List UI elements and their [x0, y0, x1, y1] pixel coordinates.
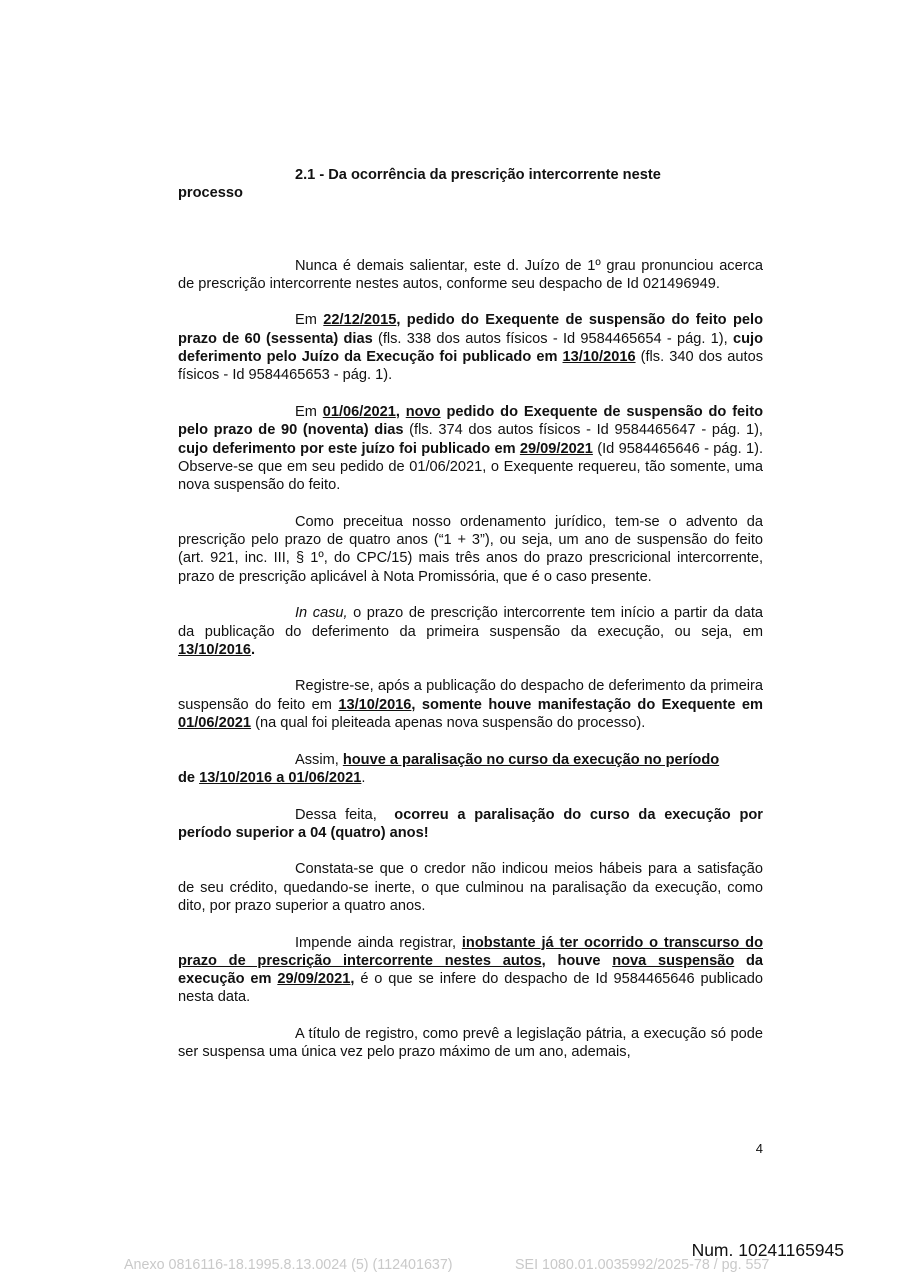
text: .: [361, 769, 366, 786]
bold-text: da execução em: [178, 952, 764, 988]
underlined-text: novo: [405, 403, 441, 420]
bold-text: ,: [395, 403, 406, 420]
text: Em: [295, 403, 323, 420]
bold-text: pedido do Exequente de suspensão do feito pelo prazo de 90 (noventa) dias: [178, 403, 764, 439]
bold-text: ocorreu a paralisação do curso da execução por período superior a 04 (quatro) anos!: [178, 806, 763, 841]
footer-annex-label: Anexo 0816116-18.1995.8.13.0024 (5) (112401637): [124, 1257, 453, 1273]
paragraph-8: [178, 806, 763, 843]
text: (na qual foi pleiteada apenas nova suspensão do processo).: [251, 715, 646, 732]
text: (fls. 374 dos autos físicos - Id 9584465647 - pág. 1),: [403, 422, 763, 439]
text: o prazo de prescrição intercorrente tem início a partir da data da publicação do deferimento da primeira suspensão da execução, ou seja, em: [178, 605, 763, 640]
paragraph-5: [178, 604, 763, 659]
text: , houve: [541, 952, 613, 969]
date-text: 13/10/2016: [178, 641, 252, 658]
text: Dessa feita,: [295, 806, 395, 823]
paragraph-3: [178, 403, 763, 494]
bold-text: ,: [350, 971, 355, 988]
text: (fls. 340 dos autos físicos - Id 9584465653 - pág. 1).: [178, 349, 763, 384]
text: Assim,: [295, 751, 343, 768]
text: é o que se infere do despacho de Id 9584465646 publicado nesta data.: [178, 971, 763, 1006]
bold-text: , pedido do Exequente de suspensão do feito pelo prazo de 60 (sessenta) dias: [178, 312, 763, 347]
paragraph-9: Constata-se que o credor não indicou meios hábeis para a satisfação de seu crédito, quedando-se inerte, o que culminou na paralisação da execução, como dito, por prazo superior a quatro anos.: [178, 861, 763, 914]
text: (fls. 338 dos autos físicos - Id 9584465654 - pág. 1),: [372, 330, 733, 347]
document-body: [178, 166, 763, 1062]
paragraph-1: Nunca é demais salientar, este d. Juízo de 1º grau pronunciou acerca de prescrição intercorrente nestes autos, conforme seu despacho de Id 021496949.: [178, 257, 763, 292]
paragraph-2: [178, 311, 763, 384]
paragraph-6: [178, 677, 763, 732]
date-range-text: 13/10/2016 a 01/06/2021: [199, 769, 362, 786]
footer-sei-label: SEI 1080.01.0035992/2025-78 / pg. 557: [515, 1257, 770, 1273]
text: Impende ainda registrar,: [295, 934, 462, 951]
bold-text: cujo deferimento por este juízo foi publicado em: [178, 440, 520, 457]
date-text: 13/10/2016: [562, 349, 636, 366]
underlined-text: nova suspensão: [612, 952, 735, 969]
bold-text: .: [251, 641, 256, 658]
paragraph-11: A título de registro, como prevê a legislação pátria, a execução só pode ser suspensa uma única vez pelo prazo máximo de um ano, ademais,: [178, 1026, 763, 1061]
date-text: 29/09/2021: [519, 440, 593, 457]
text: (Id 9584465646 - pág. 1). Observe-se que em seu pedido de 01/06/2021, o Exequente requereu, tão somente, uma nova suspensão do feito.: [178, 440, 764, 494]
document-number-stamp: Num. 10241165945: [691, 1240, 844, 1260]
text: Registre-se, após a publicação do despacho de deferimento da primeira suspensão do feito em: [178, 678, 763, 713]
italic-text: In casu,: [295, 605, 348, 622]
paragraph-10: [178, 934, 763, 1007]
date-link: 22/12/2015: [323, 312, 397, 329]
date-text: 13/10/2016: [338, 696, 412, 713]
section-heading: [178, 166, 763, 184]
text: Em: [295, 312, 324, 329]
underlined-text: inobstante já ter ocorrido o transcurso do prazo de prescrição intercorrente nestes autos: [178, 934, 763, 969]
heading-line2: processo: [178, 185, 243, 202]
bold-text: de: [178, 769, 200, 786]
date-text: 01/06/2021: [322, 403, 396, 420]
bold-text: , somente houve manifestação do Exequente em: [411, 696, 763, 713]
page-number: 4: [755, 1141, 763, 1156]
date-text: 29/09/2021: [277, 971, 351, 988]
date-text: 01/06/2021: [178, 715, 252, 732]
heading-line1: 2.1 - Da ocorrência da prescrição intercorrente neste: [295, 167, 661, 183]
paragraph-4: Como preceitua nosso ordenamento jurídico, tem-se o advento da prescrição pelo prazo de quatro anos (“1 + 3”), ou seja, um ano de suspensão do feito (art. 921, inc. III, § 1º, do CPC/15) mais três anos do prazo prescricional intercorrente, prazo de prescrição aplicável à Nota Promissória, que é o caso presente.: [178, 513, 763, 585]
bold-text: cujo deferimento pelo Juízo da Execução foi publicado em: [178, 330, 763, 366]
paragraph-7: [178, 751, 763, 788]
section-heading-cont: [178, 184, 763, 202]
underlined-text: houve a paralisação no curso da execução no período: [342, 751, 720, 768]
